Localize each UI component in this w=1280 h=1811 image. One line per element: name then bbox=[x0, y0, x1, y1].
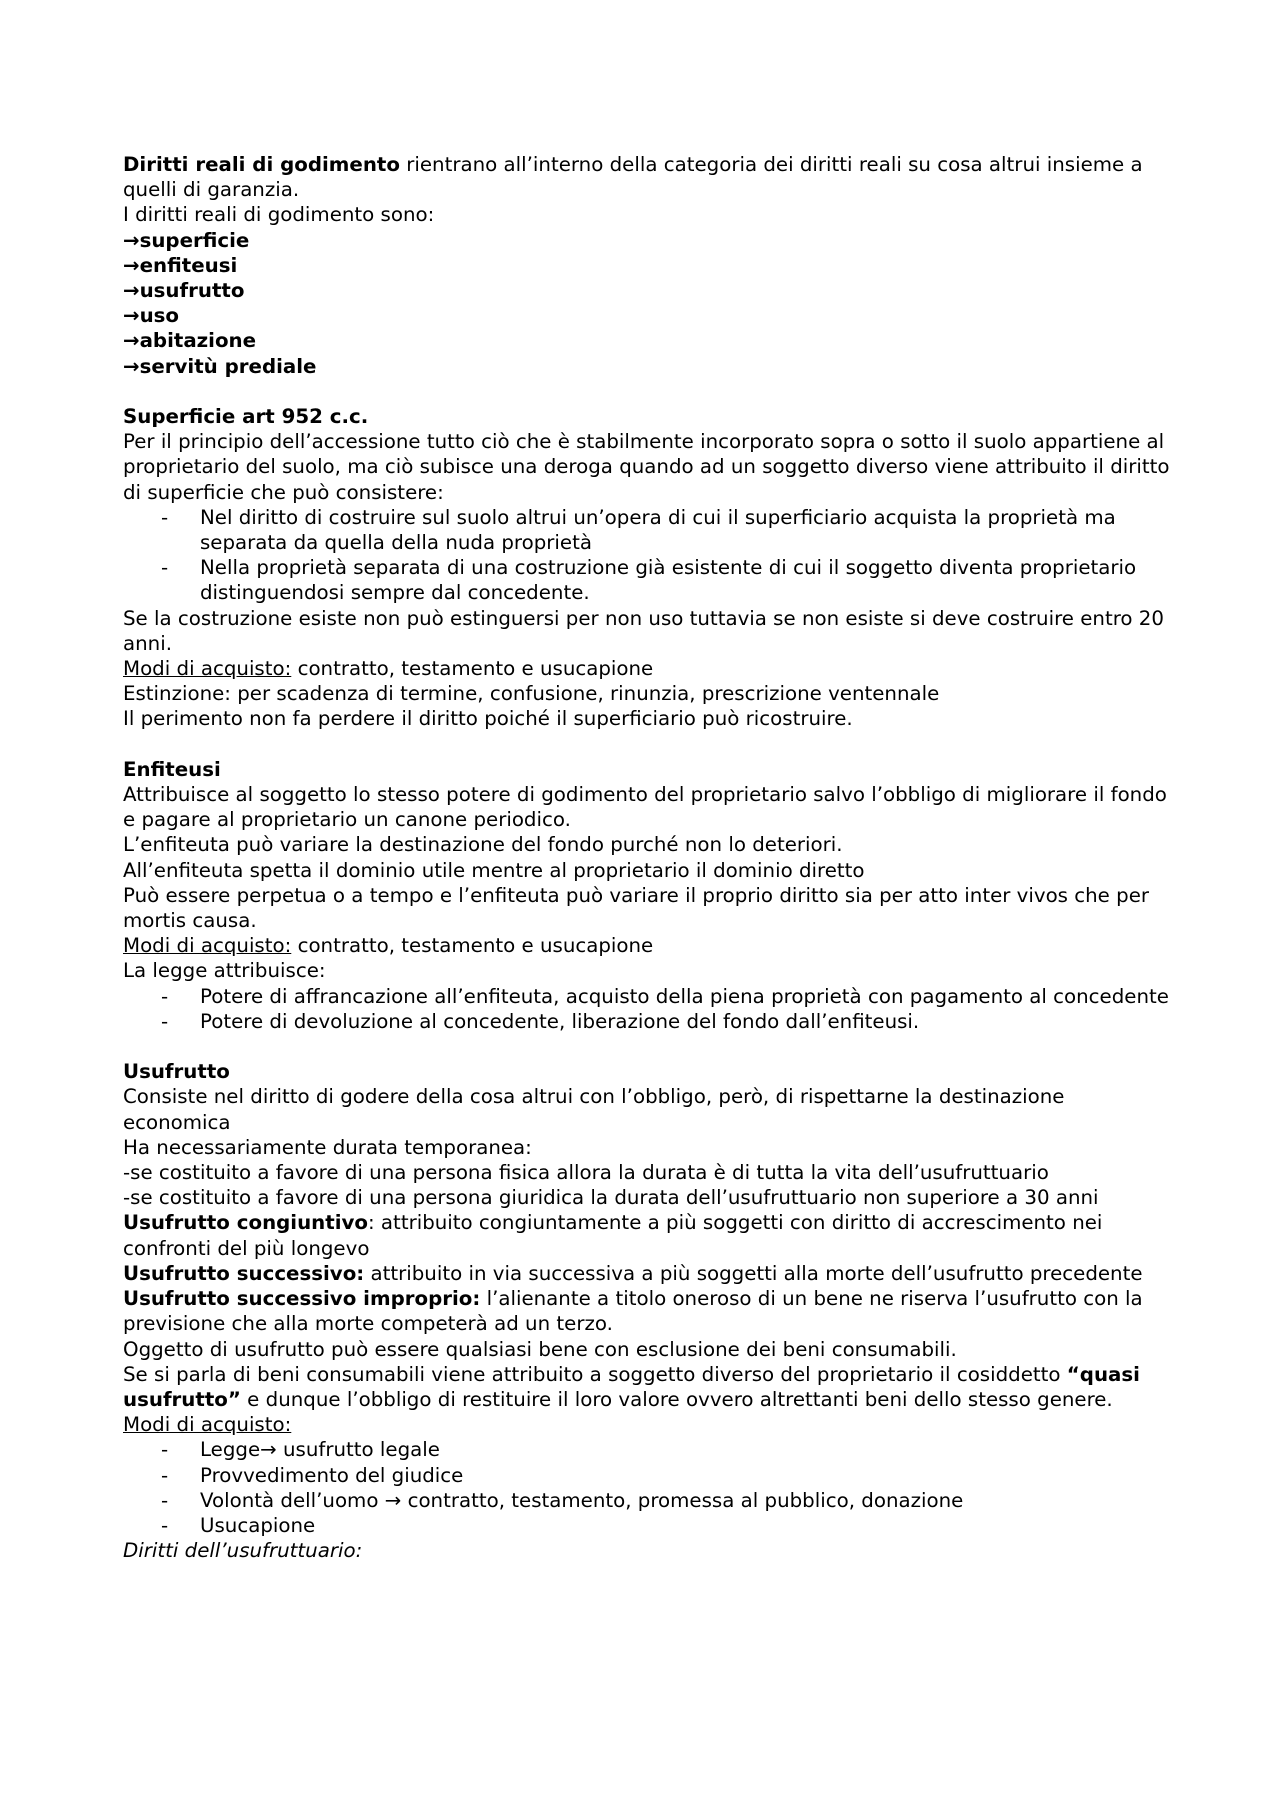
list-item: - Nel diritto di costruire sul suolo altrui un’opera di cui il superficiario acquista la proprietà ma separata da quella della nuda proprietà bbox=[161, 505, 1116, 555]
rights-list-item: →servitù prediale bbox=[123, 354, 317, 378]
rights-list-item: →usufrutto bbox=[123, 279, 245, 303]
paragraph: Usufrutto successivo: attribuito in via successiva a più soggetti alla morte dell’usufrutto precedente bbox=[123, 1261, 1143, 1285]
acquisition-line: Modi di acquisto: bbox=[123, 1413, 292, 1437]
paragraph: Usufrutto successivo improprio: l’alienante a titolo oneroso di un bene ne riserva l’usufrutto con la previsione che alla morte competerà ad un terzo. bbox=[123, 1287, 1143, 1336]
spacer bbox=[123, 1034, 1170, 1059]
dash-icon: - bbox=[161, 1488, 169, 1512]
bullet-list bbox=[123, 1437, 1170, 1538]
bullet-list bbox=[123, 984, 1170, 1034]
paragraph: -se costituito a favore di una persona giuridica la durata dell’usufruttuario non superiore a 30 anni bbox=[123, 1186, 1099, 1210]
list-item: - Potere di affrancazione all’enfiteuta, acquisto della piena proprietà con pagamento al concedente bbox=[161, 984, 1169, 1008]
intro-text: rientrano all’interno della categoria dei diritti reali su cosa altrui insieme a quelli di garanzia. bbox=[123, 153, 1143, 202]
dash-icon: - bbox=[161, 1438, 169, 1462]
paragraph: L’enfiteuta può variare la destinazione del fondo purché non lo deteriori. bbox=[123, 833, 843, 857]
arrow-icon: → bbox=[123, 279, 140, 303]
paragraph: Se si parla di beni consumabili viene attribuito a soggetto diverso del proprietario il cosiddetto “quasi usufrutto” e dunque l’obbligo di restituire il loro valore ovvero altrettanti beni dello stesso genere. bbox=[123, 1362, 1140, 1411]
spacer bbox=[123, 732, 1170, 757]
rights-list-item: →uso bbox=[123, 304, 180, 328]
paragraph: -se costituito a favore di una persona fisica allora la durata è di tutta la vita dell’usufruttuario bbox=[123, 1161, 1049, 1185]
dash-icon: - bbox=[161, 556, 169, 580]
acquisition-line: Modi di acquisto: contratto, testamento e usucapione bbox=[123, 934, 654, 958]
rights-list-item: →enfiteusi bbox=[123, 253, 238, 277]
rights-list-item: →superficie bbox=[123, 228, 250, 252]
dash-icon: - bbox=[161, 505, 169, 529]
paragraph: Oggetto di usufrutto può essere qualsiasi bene con esclusione dei beni consumabili. bbox=[123, 1337, 957, 1361]
arrow-icon: → bbox=[123, 304, 140, 328]
paragraph: Per il principio dell’accessione tutto ciò che è stabilmente incorporato sopra o sotto il suolo appartiene al proprietario del suolo, ma ciò subisce una deroga quando ad un soggetto diverso viene attribuito il diritto di superficie che può consistere: bbox=[123, 430, 1170, 504]
paragraph: Se la costruzione esiste non può estinguersi per non uso tuttavia se non esiste si deve costruire entro 20 anni. bbox=[123, 606, 1164, 655]
paragraph: All’enfiteuta spetta il dominio utile mentre al proprietario il dominio diretto bbox=[123, 858, 865, 882]
subheading-diritti-usufruttuario: Diritti dell’usufruttuario: bbox=[123, 1539, 363, 1563]
section-heading-superficie: Superficie art 952 c.c. bbox=[123, 405, 369, 429]
spacer bbox=[123, 379, 1170, 404]
list-item: - Provvedimento del giudice bbox=[161, 1463, 464, 1487]
list-item: - Potere di devoluzione al concedente, liberazione del fondo dall’enfiteusi. bbox=[161, 1009, 920, 1033]
paragraph: La legge attribuisce: bbox=[123, 959, 326, 983]
arrow-icon: → bbox=[123, 253, 140, 277]
section-heading-usufrutto: Usufrutto bbox=[123, 1060, 230, 1084]
intro-title: Diritti reali di godimento bbox=[123, 153, 400, 176]
rights-list bbox=[123, 228, 1170, 379]
arrow-icon: → bbox=[123, 354, 140, 378]
dash-icon: - bbox=[161, 1463, 169, 1487]
section-heading-enfiteusi: Enfiteusi bbox=[123, 757, 221, 781]
acquisition-line: Modi di acquisto: contratto, testamento e usucapione bbox=[123, 657, 654, 681]
dash-icon: - bbox=[161, 1009, 169, 1033]
list-item: - Legge→ usufrutto legale bbox=[161, 1438, 440, 1462]
bullet-list bbox=[123, 505, 1170, 606]
dash-icon: - bbox=[161, 984, 169, 1008]
paragraph: Può essere perpetua o a tempo e l’enfiteuta può variare il proprio diritto sia per atto inter vivos che per mortis causa. bbox=[123, 883, 1149, 933]
intro-paragraph bbox=[123, 152, 1170, 202]
paragraph: Ha necessariamente durata temporanea: bbox=[123, 1135, 532, 1159]
paragraph: Attribuisce al soggetto lo stesso potere di godimento del proprietario salvo l’obbligo di migliorare il fondo e pagare al proprietario un canone periodico. bbox=[123, 783, 1167, 832]
paragraph: Usufrutto congiuntivo: attribuito congiuntamente a più soggetti con diritto di accrescimento nei confronti del più longevo bbox=[123, 1211, 1103, 1260]
rights-list-item: →abitazione bbox=[123, 329, 257, 353]
list-item: - Nella proprietà separata di una costruzione già esistente di cui il soggetto diventa proprietario distinguendosi sempre dal concedente. bbox=[161, 556, 1137, 605]
intro-list-intro: I diritti reali di godimento sono: bbox=[123, 203, 435, 227]
paragraph: Consiste nel diritto di godere della cosa altrui con l’obbligo, però, di rispettarne la destinazione economica bbox=[123, 1085, 1065, 1134]
list-item: - Usucapione bbox=[161, 1513, 316, 1537]
dash-icon: - bbox=[161, 1513, 169, 1537]
arrow-icon: → bbox=[123, 329, 140, 353]
paragraph: Il perimento non fa perdere il diritto poiché il superficiario può ricostruire. bbox=[123, 707, 853, 731]
list-item: - Volontà dell’uomo → contratto, testamento, promessa al pubblico, donazione bbox=[161, 1488, 964, 1512]
paragraph: Estinzione: per scadenza di termine, confusione, rinunzia, prescrizione ventennale bbox=[123, 682, 940, 706]
arrow-icon: → bbox=[123, 228, 140, 252]
